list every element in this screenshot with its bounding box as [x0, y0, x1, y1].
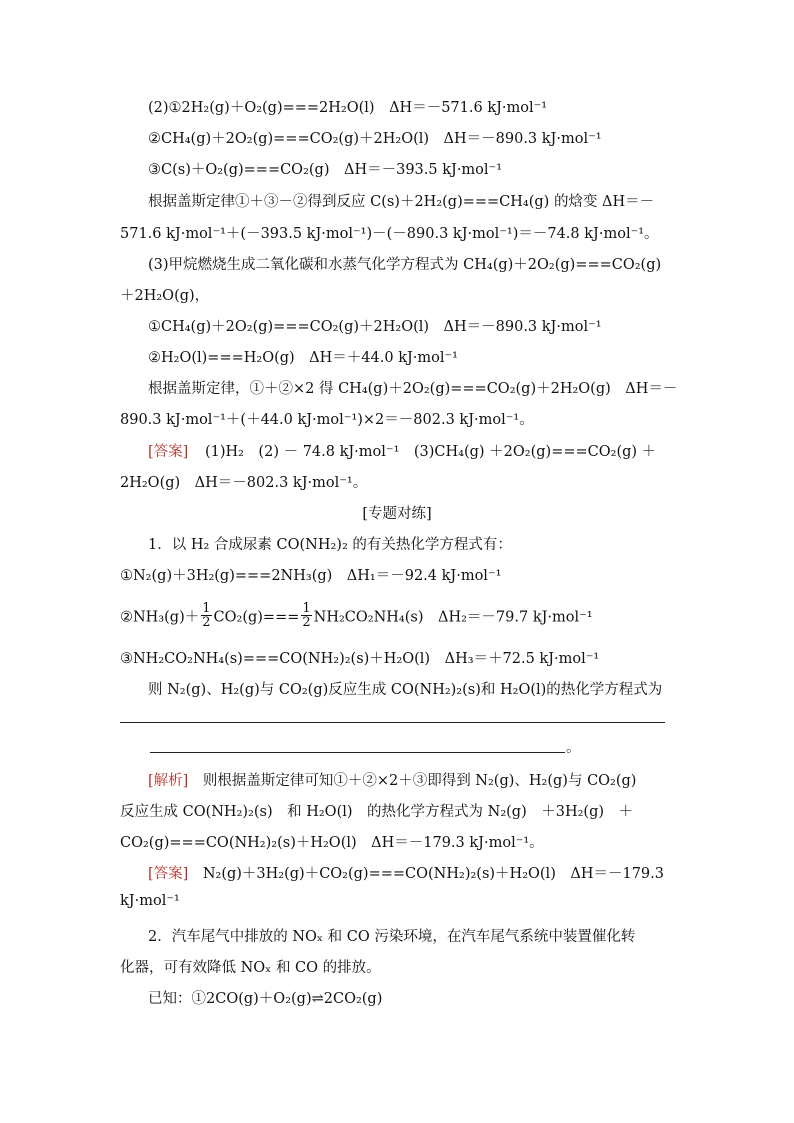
analysis-line: CO₂(g)===CO(NH₂)₂(s)＋H₂O(l) ΔH＝－179.3 kJ·mol⁻¹。 [120, 835, 544, 851]
question-line: 化器，可有效降低 NOₓ 和 CO 的排放。 [120, 960, 381, 976]
answer-blank-line [150, 752, 565, 753]
fraction-numerator: 1 [202, 601, 211, 616]
equation-line: ③NH₂CO₂NH₄(s)===CO(NH₂)₂(s)＋H₂O(l) ΔH₃＝＋72.5 kJ·mol⁻¹ [120, 651, 600, 667]
equation-line [120, 601, 593, 631]
analysis-line: 反应生成 CO(NH₂)₂(s) 和 H₂O(l) 的热化学方程式为 N₂(g) ＋3H₂(g) ＋ [120, 804, 634, 820]
answer-blank-line [120, 722, 665, 723]
fraction-denominator: 2 [302, 615, 311, 630]
question-line: 1．以 H₂ 合成尿素 CO(NH₂)₂ 的有关热化学方程式有： [148, 537, 512, 553]
equation-line: ②CH₄(g)＋2O₂(g)===CO₂(g)＋2H₂O(l) ΔH＝－890.3 kJ·mol⁻¹ [148, 131, 602, 147]
answer-text: (1)H₂ (2) － 74.8 kJ·mol⁻¹ (3)CH₄(g) ＋2O₂(g)===CO₂(g) ＋ [204, 444, 657, 460]
text-line: ＋2H₂O(g)， [120, 288, 210, 304]
answer-line [148, 440, 656, 461]
equation-line: ②H₂O(l)===H₂O(g) ΔH＝＋44.0 kJ·mol⁻¹ [148, 350, 458, 366]
text-line: (3)甲烷燃烧生成二氧化碳和水蒸气化学方程式为 CH₄(g)＋2O₂(g)===CO₂(g) [148, 257, 662, 273]
equation-part: NH₂CO₂NH₄(s) ΔH₂＝－79.7 kJ·mol⁻¹ [313, 609, 593, 626]
text-line: 890.3 kJ·mol⁻¹＋(＋44.0 kJ·mol⁻¹)×2＝－802.3 kJ·mol⁻¹。 [120, 412, 534, 428]
blank-end-punct: 。 [566, 740, 581, 756]
answer-tag: [答案] [148, 444, 189, 460]
equation-line: ①CH₄(g)＋2O₂(g)===CO₂(g)＋2H₂O(l) ΔH＝－890.3 kJ·mol⁻¹ [148, 319, 602, 335]
text-line: 根据盖斯定律①＋③－②得到反应 C(s)＋2H₂(g)===CH₄(g) 的焓变 ΔH＝－ [148, 194, 655, 210]
answer-text: N₂(g)＋3H₂(g)＋CO₂(g)===CO(NH₂)₂(s)＋H₂O(l) ΔH＝－179.3 [188, 866, 664, 882]
analysis-line [148, 769, 636, 790]
equation-line: ③C(s)＋O₂(g)===CO₂(g) ΔH＝－393.5 kJ·mol⁻¹ [148, 162, 503, 178]
answer-line: kJ·mol⁻¹ [120, 893, 180, 909]
answer-line [148, 862, 664, 883]
equation-line: 已知：①2CO(g)＋O₂(g)⇌2CO₂(g) [148, 991, 383, 1007]
question-line: 则 N₂(g)、H₂(g)与 CO₂(g)反应生成 CO(NH₂)₂(s)和 H₂O(l)的热化学方程式为 [148, 682, 663, 698]
answer-line: 2H₂O(g) ΔH＝－802.3 kJ·mol⁻¹。 [120, 475, 368, 491]
equation-line: (2)①2H₂(g)＋O₂(g)===2H₂O(l) ΔH＝－571.6 kJ·mol⁻¹ [148, 100, 548, 116]
text-line: 根据盖斯定律，①＋②×2 得 CH₄(g)＋2O₂(g)===CO₂(g)＋2H₂O(g) ΔH＝－ [148, 381, 678, 397]
fraction [201, 602, 211, 629]
analysis-text: 则根据盖斯定律可知①＋②×2＋③即得到 N₂(g)、H₂(g)与 CO₂(g) [188, 773, 637, 789]
answer-tag: [答案] [148, 866, 189, 882]
fraction-numerator: 1 [302, 601, 311, 616]
fraction [301, 602, 311, 629]
section-title: [专题对练] [362, 506, 432, 522]
fraction-denominator: 2 [202, 615, 211, 630]
analysis-tag: [解析] [148, 773, 189, 789]
equation-line: ①N₂(g)＋3H₂(g)===2NH₃(g) ΔH₁＝－92.4 kJ·mol⁻¹ [120, 568, 502, 584]
text-line: 571.6 kJ·mol⁻¹＋(－393.5 kJ·mol⁻¹)－(－890.3 kJ·mol⁻¹)＝－74.8 kJ·mol⁻¹。 [120, 226, 659, 242]
equation-part: CO₂(g)=== [213, 609, 300, 626]
question-line: 2．汽车尾气中排放的 NOₓ 和 CO 污染环境，在汽车尾气系统中装置催化转 [148, 929, 636, 945]
equation-part: ②NH₃(g)＋ [120, 609, 200, 626]
